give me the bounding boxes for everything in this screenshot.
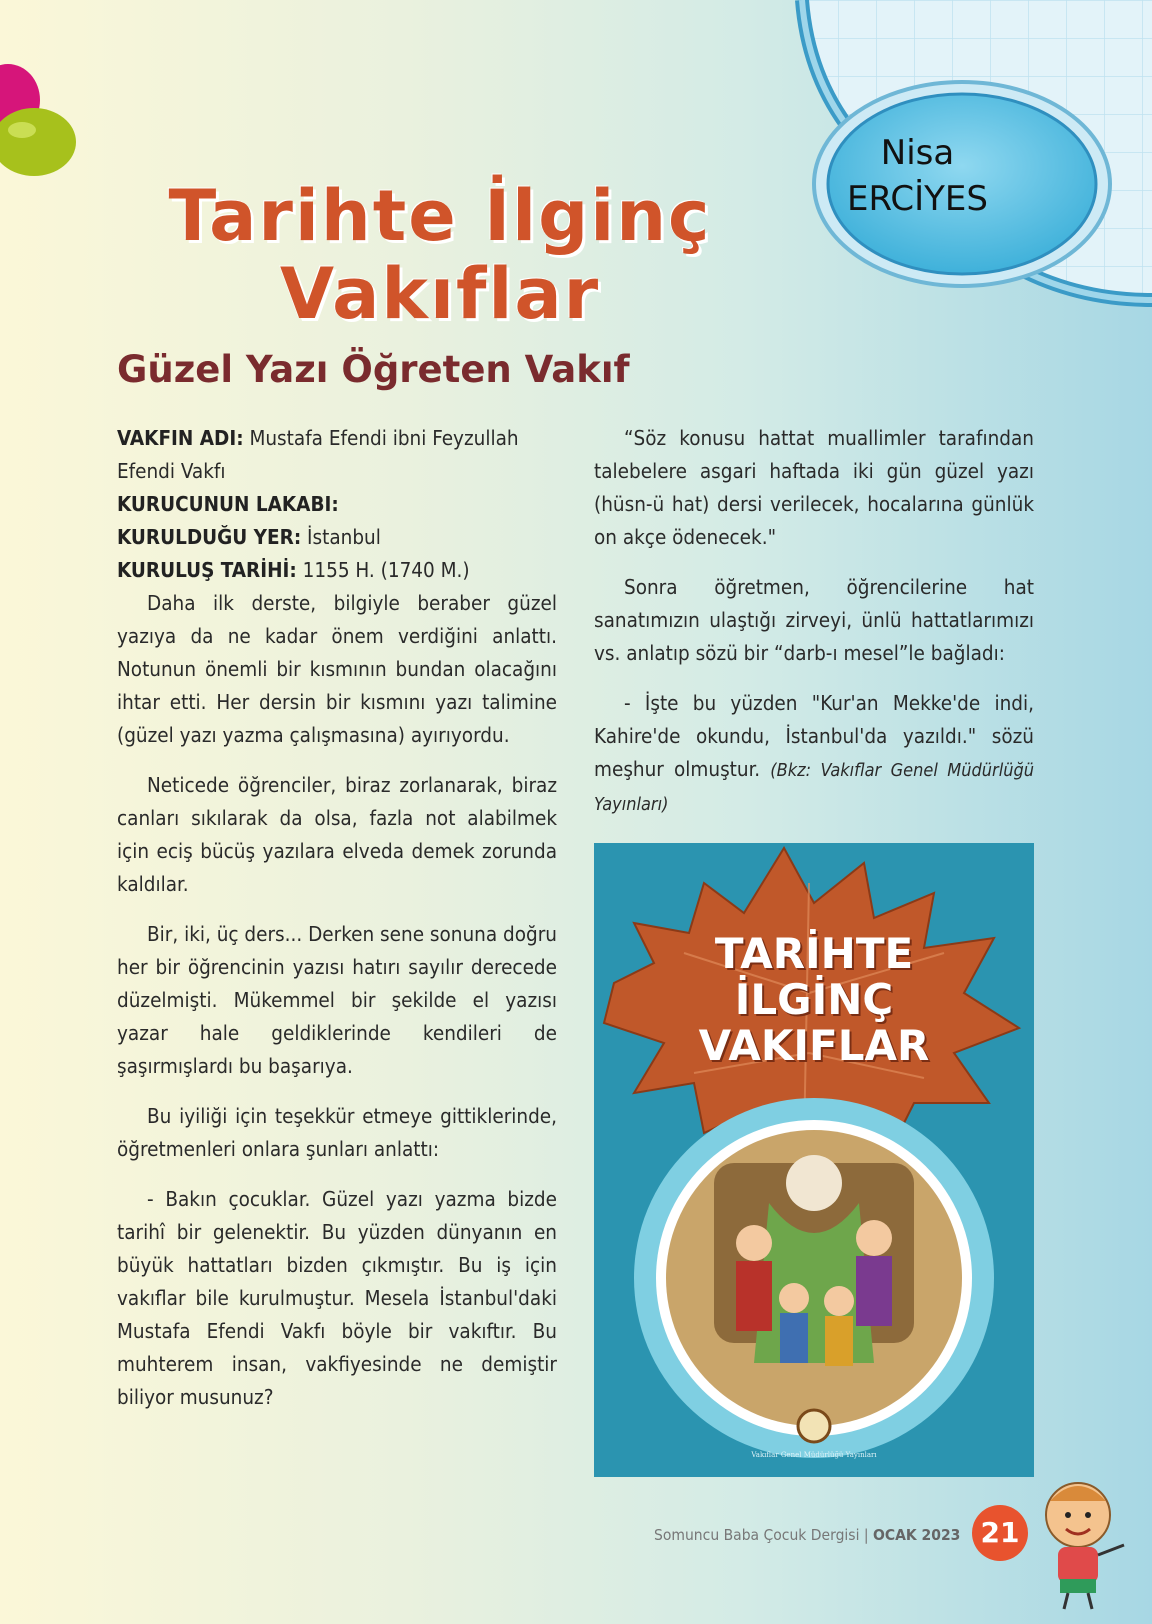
meta-foundation-name: VAKFIN ADI: Mustafa Efendi ibni Feyzullah Efendi Vakfı — [117, 426, 519, 483]
paragraph: Sonra öğretmen, öğrencilerine hat sanatımızın ulaştığı zirveyi, ünlü hattatlarımızı vs. anlatıp sözü bir “darb-ı mesel”le bağladı: — [594, 575, 1034, 665]
book-cover-image — [594, 843, 1034, 1477]
paragraph: Daha ilk derste, bilgiyle beraber güzel yazıya da ne kadar önem verdiğini anlattı. Notunun önemli bir kısmının bundan olacağını ihtar etti. Her dersin bir kısmını yazı talimine (güzel yazı yazma çalışmasına) ayırıyordu. — [117, 591, 557, 747]
paragraph: Neticede öğrenciler, biraz zorlanarak, biraz canları sıkılarak da olsa, fazla not alabilmek için eciş bücüş yazılara elveda demek zorunda kaldılar. — [117, 773, 557, 896]
meta-date: KURULUŞ TARİHİ: 1155 H. (1740 M.) — [117, 558, 470, 582]
cover-title-line: VAKIFLAR — [698, 1021, 930, 1070]
page-title — [130, 174, 750, 335]
cover-publisher: Vakıflar Genel Müdürlüğü Yayınları — [751, 1451, 877, 1459]
balloons-decoration — [0, 60, 90, 200]
cover-title-line: TARİHTE — [714, 929, 914, 978]
citation: (Bkz: Vakıflar Genel Müdürlüğü Yayınları) — [594, 760, 1035, 815]
cover-title — [634, 931, 994, 1069]
issue-month: OCAK 2023 — [873, 1526, 961, 1544]
title-line-1: Tarihte İlginç — [168, 174, 712, 257]
cover-title-line: İLGİNÇ — [734, 975, 894, 1024]
publisher-logo — [798, 1410, 830, 1442]
meta-place: KURULDUĞU YER: İstanbul — [117, 525, 381, 549]
foundation-info — [117, 422, 557, 587]
author-last-name: ERCİYES — [846, 179, 988, 219]
meta-founder-title: KURUCUNUN LAKABI: — [117, 492, 339, 516]
paragraph-with-citation: - İşte bu yüzden "Kur'an Mekke'de indi, Kahire'de okundu, İstanbul'da yazıldı." sözü meşhur olmuştur. (Bkz: Vakıflar Genel Müdürlüğü Yayınları) — [594, 691, 1035, 815]
cartoon-kid-icon — [1028, 1475, 1138, 1615]
left-column — [117, 422, 557, 1431]
article-heading: Güzel Yazı Öğreten Vakıf — [117, 348, 630, 391]
paragraph: Bir, iki, üç ders... Derken sene sonuna doğru her bir öğrencinin yazısı hatırı sayılır derecede düzelmişti. Mükemmel bir şekilde el yazısı yazar hale geldiklerinde kendileri de şaşırmışlardı bu başarıya. — [117, 922, 557, 1078]
paragraph: “Söz konusu hattat muallimler tarafından talebelere asgari haftada iki gün güzel yazı (hüsn-ü hat) dersi verilecek, hocalarına günlük on akçe ödenecek." — [594, 426, 1034, 549]
paragraph: Bu iyiliği için teşekkür etmeye gittiklerinde, öğretmenleri onlara şunları anlattı: — [117, 1104, 557, 1161]
author-badge — [795, 130, 1040, 222]
title-line-2: Vakıflar — [279, 252, 601, 335]
paragraph: - Bakın çocuklar. Güzel yazı yazma bizde tarihî bir gelenektir. Bu yüzden dünyanın en büyük hattatları bizden çıkmıştır. Bu iş için vakıflar bile kurulmuştur. Mesela İstanbul'daki Mustafa Efendi Vakfı böyle bir vakıftır. Bu muhterem insan, vakfiyesinde ne demiştir biliyor musunuz? — [117, 1187, 557, 1409]
page-number: 21 — [972, 1505, 1028, 1561]
author-first-name: Nisa — [880, 133, 955, 173]
magazine-name: Somuncu Baba Çocuk Dergisi | — [654, 1526, 874, 1544]
right-column — [594, 422, 1034, 838]
page-footer — [654, 1526, 960, 1544]
